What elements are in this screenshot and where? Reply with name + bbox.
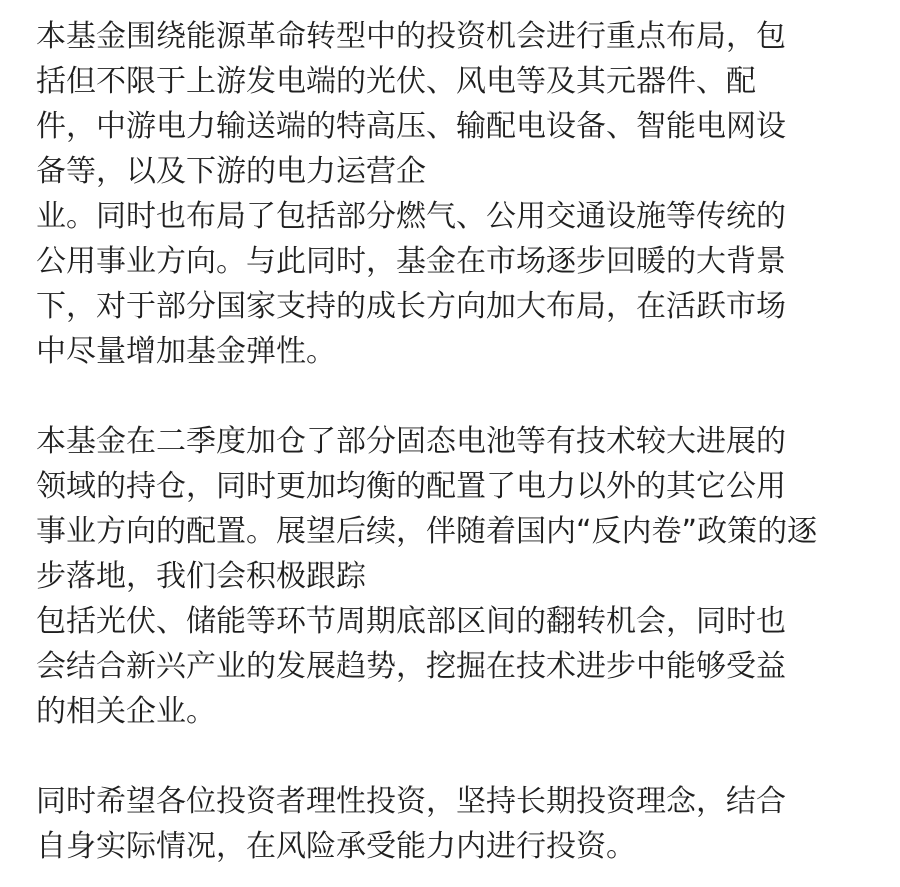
text-line: 会结合新兴产业的发展趋势，挖掘在技术进步中能够受益 — [36, 649, 786, 684]
text-line: 自身实际情况，在风险承受能力内进行投资。 — [36, 829, 636, 864]
paragraph-outlook — [36, 419, 876, 734]
paragraph-risk-notice — [36, 779, 876, 869]
text-line: 的相关企业。 — [36, 694, 216, 729]
text-line: 事业方向的配置。展望后续，伴随着国内“反内卷”政策的逐 — [36, 514, 818, 549]
text-line: 同时希望各位投资者理性投资，坚持长期投资理念，结合 — [36, 784, 786, 819]
text-line: 公用事业方向。与此同时，基金在市场逐步回暖的大背景 — [36, 244, 786, 279]
text-line: 本基金在二季度加仓了部分固态电池等有技术较大进展的 — [36, 424, 786, 459]
text-line: 件，中游电力输送端的特高压、输配电设备、智能电网设 — [36, 109, 786, 144]
text-line: 下，对于部分国家支持的成长方向加大布局，在活跃市场 — [36, 289, 786, 324]
text-line: 步落地，我们会积极跟踪 — [36, 559, 366, 594]
paragraph-strategy — [36, 14, 876, 374]
paragraph-spacer — [36, 734, 876, 779]
paragraph-spacer — [36, 374, 876, 419]
text-line: 业。同时也布局了包括部分燃气、公用交通设施等传统的 — [36, 199, 786, 234]
article-body — [36, 14, 876, 869]
text-line: 本基金围绕能源革命转型中的投资机会进行重点布局，包 — [36, 19, 786, 54]
text-line: 中尽量增加基金弹性。 — [36, 334, 336, 369]
text-line: 包括光伏、储能等环节周期底部区间的翻转机会，同时也 — [36, 604, 786, 639]
text-line: 括但不限于上游发电端的光伏、风电等及其元器件、配 — [36, 64, 756, 99]
text-line: 备等，以及下游的电力运营企 — [36, 154, 426, 189]
text-line: 领域的持仓，同时更加均衡的配置了电力以外的其它公用 — [36, 469, 786, 504]
